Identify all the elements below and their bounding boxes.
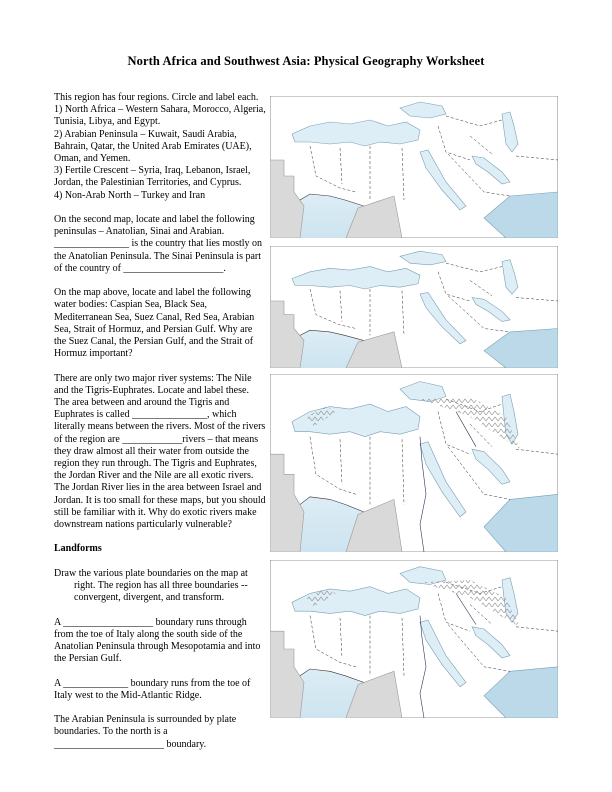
region-item-2: 2) Arabian Peninsula – Kuwait, Saudi Arabia, Bahrain, Qatar, the United Arab Emirates (UAE), Oman, and Yemen.: [54, 128, 252, 165]
plates-paragraph: [54, 568, 266, 605]
peninsulas-paragraph: [54, 214, 266, 275]
region-item-4: 4) Non-Arab North – Turkey and Iran: [54, 189, 206, 201]
landforms-heading: Landforms: [54, 543, 102, 555]
regions-paragraph: [54, 92, 266, 202]
peninsulas-map: [270, 246, 558, 368]
arabian-boundary-question: The Arabian Peninsula is surrounded by plate boundaries. To the north is a ______________________ boundary.: [54, 714, 237, 750]
water-bodies-paragraph: On the map above, locate and label the following water bodies: Caspian Sea, Black Sea, Mediterranean Sea, Suez Canal, Red Sea, Arabian Sea, Strait of Hormuz, and Persian Gulf. Why are the Suez Canal, the Persian Gulf, and the Strait of Hormuz important?: [54, 287, 255, 360]
region-item-3: 3) Fertile Crescent – Syria, Iraq, Lebanon, Israel, Jordan, the Palestinian Territories, and Cyprus.: [54, 165, 251, 189]
region-item-1: 1) North Africa – Western Sahara, Morocco, Algeria, Tunisia, Libya, and Egypt.: [54, 104, 266, 128]
boundary-question-2: A _____________ boundary runs from the toe of Italy west to the Mid-Atlantic Ridge.: [54, 677, 251, 701]
boundary-question-1: A __________________ boundary runs through from the toe of Italy along the south side of the Anatolian Peninsula through Mesopotamia and into the Persian Gulf.: [54, 616, 261, 665]
peninsulas-instruction: On the second map, locate and label the following peninsulas – Anatolian, Sinai and Arabian.: [54, 214, 255, 238]
outline-map-graphic: [270, 96, 558, 238]
regions-lead: This region has four regions. Circle and label each.: [54, 92, 259, 103]
outline-map-graphic: [270, 246, 558, 368]
outline-map-graphic: [270, 374, 558, 552]
outline-map-graphic: [270, 560, 558, 718]
peninsulas-question: _______________ is the country that lies mostly on the Anatolian Peninsula. The Sinai Peninsula is part of the country of ____________________.: [54, 238, 263, 274]
plates-instruction-cont: right. The region has all three boundaries -- convergent, divergent, and transform.: [74, 580, 248, 604]
rivers-paragraph: There are only two major river systems: The Nile and the Tigris-Euphrates. Locate and label these. The area between and around the Tigris and Euphrates is called _______________, which literally means between the rivers. Most of the rivers of the region are ____________rivers – that means they draw almost all their water from outside the region they run through. The Tigris and Euphrates, the Jordan River and the Nile are all exotic rivers. The Jordan River lies in the area between Israel and Jordan. It is too small for these maps, but you should still be familiar with it. Why do exotic rivers make downstream nations particularly vulnerable?: [54, 372, 266, 531]
worksheet-title: North Africa and Southwest Asia: Physical Geography Worksheet: [127, 54, 485, 68]
plate-boundaries-map: [270, 560, 558, 718]
regions-map: [270, 96, 558, 238]
water-bodies-map: [270, 374, 558, 552]
plates-instruction: Draw the various plate boundaries on the map at: [54, 567, 248, 579]
worksheet-text: [54, 92, 266, 763]
